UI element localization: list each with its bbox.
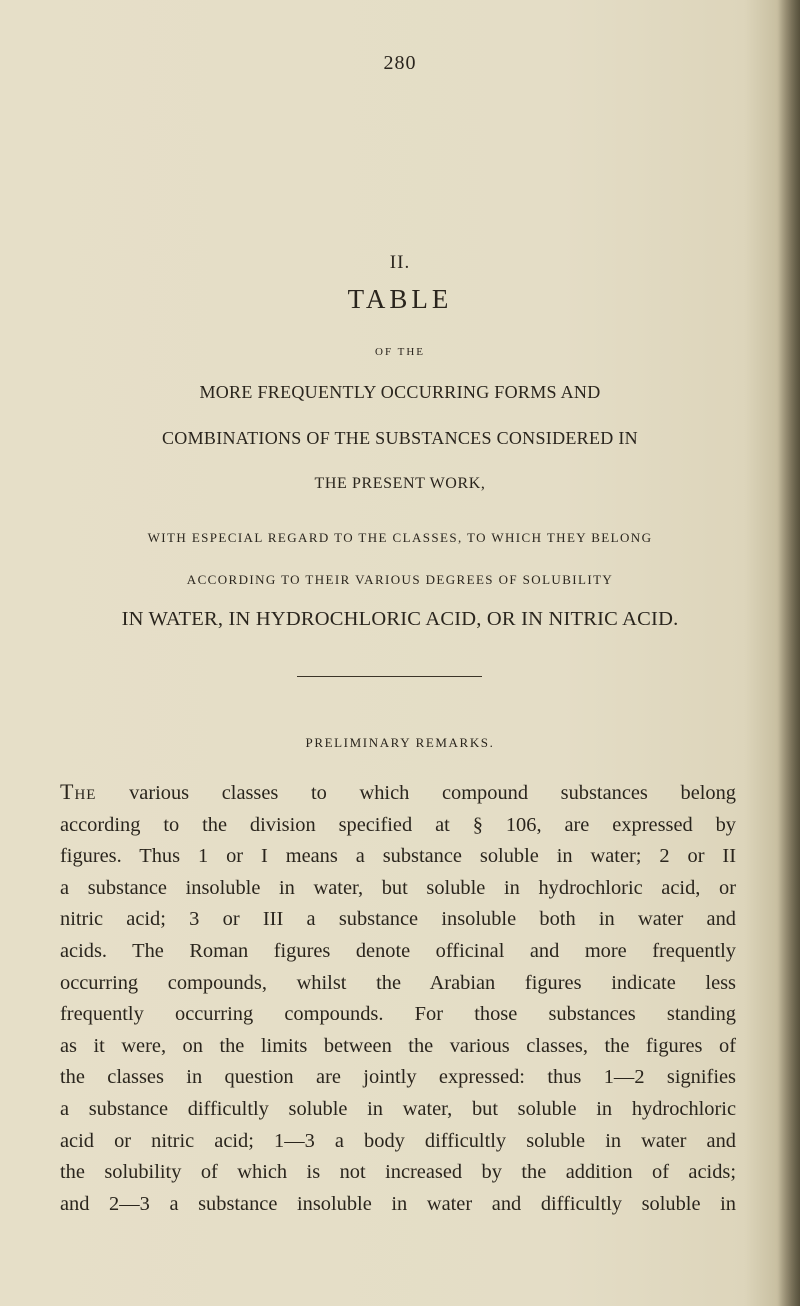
- heading-line: MORE FREQUENTLY OCCURRING FORMS AND: [199, 382, 601, 402]
- heading-line: THE PRESENT WORK,: [314, 475, 486, 492]
- table-title: TABLE: [347, 284, 453, 314]
- of-the-label: OF THE: [375, 346, 425, 358]
- body-paragraph: [60, 776, 736, 1220]
- body-line: [60, 776, 736, 810]
- section-number: II.: [389, 252, 411, 273]
- binding-shadow: [778, 0, 800, 1306]
- body-line: a substance difficultly soluble in water, but soluble in hydrochloric: [60, 1097, 736, 1120]
- body-line: frequently occurring compounds. For those substances standing: [60, 1003, 736, 1026]
- body-line: acid or nitric acid; 1—3 a body difficultly soluble in water and: [60, 1129, 736, 1152]
- body-line: the classes in question are jointly expressed: thus 1—2 signifies: [60, 1066, 736, 1089]
- body-line: the solubility of which is not increased by the addition of acids;: [60, 1161, 736, 1184]
- heading-line: WITH ESPECIAL REGARD TO THE CLASSES, TO WHICH THEY BELONG: [147, 530, 653, 545]
- body-line: as it were, on the limits between the various classes, the figures of: [60, 1034, 736, 1057]
- page-number: 280: [383, 52, 417, 74]
- body-line: acids. The Roman figures denote officinal and more frequently: [60, 939, 736, 962]
- heading-line: ACCORDING TO THEIR VARIOUS DEGREES OF SOLUBILITY: [186, 572, 614, 587]
- horizontal-rule: [297, 676, 482, 677]
- heading-line: IN WATER, IN HYDROCHLORIC ACID, OR IN NITRIC ACID.: [121, 608, 679, 630]
- body-line: according to the division specified at § 106, are expressed by: [60, 813, 736, 836]
- preliminary-remarks-heading: PRELIMINARY REMARKS.: [305, 735, 495, 750]
- lead-word: The: [60, 779, 97, 804]
- body-line: nitric acid; 3 or III a substance insoluble both in water and: [60, 908, 736, 931]
- heading-line: COMBINATIONS OF THE SUBSTANCES CONSIDERED IN: [162, 428, 638, 448]
- body-line: occurring compounds, whilst the Arabian figures indicate less: [60, 971, 736, 994]
- body-line: and 2—3 a substance insoluble in water and difficultly soluble in: [60, 1192, 736, 1215]
- body-line: a substance insoluble in water, but soluble in hydrochloric acid, or: [60, 876, 736, 899]
- first-line-text: various classes to which compound substances belong: [96, 782, 736, 804]
- body-line: figures. Thus 1 or I means a substance soluble in water; 2 or II: [60, 845, 736, 868]
